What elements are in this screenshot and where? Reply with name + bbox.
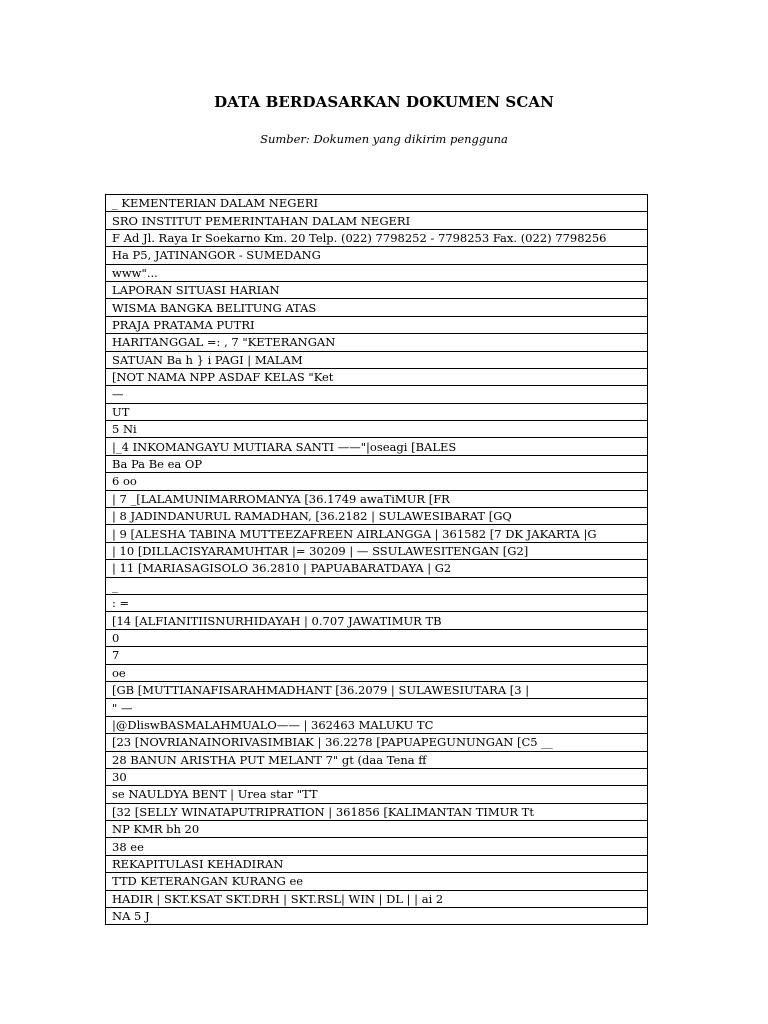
table-cell: 30 — [106, 768, 648, 785]
table-cell: F Ad Jl. Raya Ir Soekarno Km. 20 Telp. (022) 7798252 - 7798253 Fax. (022) 7798256 — [106, 229, 648, 246]
table-row — [106, 821, 648, 838]
table-cell: _ KEMENTERIAN DALAM NEGERI — [106, 195, 648, 212]
table-cell: SATUAN Ba h } i PAGI | MALAM — [106, 351, 648, 368]
table-cell: www"... — [106, 264, 648, 281]
table-row — [106, 403, 648, 420]
table-row — [106, 212, 648, 229]
table-row — [106, 386, 648, 403]
table-cell: Ha P5, JATINANGOR - SUMEDANG — [106, 247, 648, 264]
table-cell: HADIR | SKT.KSAT SKT.DRH | SKT.RSL| WIN | DL | | ai 2 — [106, 890, 648, 907]
table-cell: [14 [ALFIANITIISNURHIDAYAH | 0.707 JAWATIMUR TB — [106, 612, 648, 629]
table-row — [106, 490, 648, 507]
document-title: DATA BERDASARKAN DOKUMEN SCAN — [214, 93, 554, 111]
table-row — [106, 734, 648, 751]
table-cell: 6 oo — [106, 473, 648, 490]
table-row — [106, 768, 648, 785]
table-row — [106, 577, 648, 594]
scan-data-table-body — [106, 195, 648, 925]
table-cell: NP KMR bh 20 — [106, 821, 648, 838]
table-row — [106, 629, 648, 646]
table-cell: TTD KETERANGAN KURANG ee — [106, 873, 648, 890]
table-cell: : = — [106, 594, 648, 611]
table-row — [106, 334, 648, 351]
table-row — [106, 594, 648, 611]
table-cell: PRAJA PRATAMA PUTRI — [106, 316, 648, 333]
table-row — [106, 716, 648, 733]
table-cell: | 7 _[LALAMUNIMARROMANYA [36.1749 awaTiMUR [FR — [106, 490, 648, 507]
table-row — [106, 351, 648, 368]
table-cell: | 9 [ALESHA TABINA MUTTEEZAFREEN AIRLANGGA | 361582 [7 DK JAKARTA |G — [106, 525, 648, 542]
table-cell: 0 — [106, 629, 648, 646]
table-row — [106, 560, 648, 577]
table-row — [106, 195, 648, 212]
table-cell: _ — [106, 577, 648, 594]
table-cell: — — [106, 386, 648, 403]
table-cell: NA 5 J — [106, 908, 648, 925]
table-row — [106, 890, 648, 907]
table-cell: oe — [106, 664, 648, 681]
table-row — [106, 803, 648, 820]
table-row — [106, 368, 648, 385]
table-cell: |@DliswBASMALAHMUALO—— | 362463 MALUKU TC — [106, 716, 648, 733]
table-row — [106, 229, 648, 246]
table-row — [106, 751, 648, 768]
table-row — [106, 316, 648, 333]
document-subtitle: Sumber: Dokumen yang dikirim pengguna — [260, 132, 508, 146]
table-row — [106, 473, 648, 490]
table-row — [106, 838, 648, 855]
table-cell: [NOT NAMA NPP ASDAF KELAS "Ket — [106, 368, 648, 385]
table-row — [106, 699, 648, 716]
table-row — [106, 647, 648, 664]
table-cell: [32 [SELLY WINATAPUTRIPRATION | 361856 [KALIMANTAN TIMUR Tt — [106, 803, 648, 820]
table-row — [106, 908, 648, 925]
table-row — [106, 455, 648, 472]
table-cell: [23 [NOVRIANAINORIVASIMBIAK | 36.2278 [PAPUAPEGUNUNGAN [C5 __ — [106, 734, 648, 751]
table-row — [106, 542, 648, 559]
table-row — [106, 873, 648, 890]
table-row — [106, 525, 648, 542]
table-cell: Ba Pa Be ea OP — [106, 455, 648, 472]
table-cell: se NAULDYA BENT | Urea star "TT — [106, 786, 648, 803]
table-cell: | 11 [MARIASAGISOLO 36.2810 | PAPUABARATDAYA | G2 — [106, 560, 648, 577]
table-cell: | 8 JADINDANURUL RAMADHAN, [36.2182 | SULAWESIBARAT [GQ — [106, 508, 648, 525]
table-cell: [GB [MUTTIANAFISARAHMADHANT [36.2079 | SULAWESIUTARA [3 | — [106, 681, 648, 698]
table-cell: 28 BANUN ARISTHA PUT MELANT 7" gt (daa Tena ff — [106, 751, 648, 768]
table-row — [106, 264, 648, 281]
table-row — [106, 438, 648, 455]
table-cell: LAPORAN SITUASI HARIAN — [106, 281, 648, 298]
table-cell: REKAPITULASI KEHADIRAN — [106, 855, 648, 872]
table-row — [106, 786, 648, 803]
table-row — [106, 299, 648, 316]
table-row — [106, 664, 648, 681]
table-cell: 7 — [106, 647, 648, 664]
table-cell: SRO INSTITUT PEMERINTAHAN DALAM NEGERI — [106, 212, 648, 229]
table-row — [106, 247, 648, 264]
table-cell: UT — [106, 403, 648, 420]
table-cell: HARITANGGAL =: , 7 "KETERANGAN — [106, 334, 648, 351]
table-row — [106, 508, 648, 525]
table-row — [106, 281, 648, 298]
table-cell: WISMA BANGKA BELITUNG ATAS — [106, 299, 648, 316]
table-cell: | 10 [DILLACISYARAMUHTAR |= 30209 | — SSULAWESITENGAN [G2] — [106, 542, 648, 559]
table-cell: |_4 INKOMANGAYU MUTIARA SANTI ——"|oseagi [BALES — [106, 438, 648, 455]
scan-data-table — [105, 194, 648, 925]
table-row — [106, 612, 648, 629]
table-row — [106, 421, 648, 438]
table-row — [106, 681, 648, 698]
table-row — [106, 855, 648, 872]
table-cell: 5 Ni — [106, 421, 648, 438]
table-cell: 38 ee — [106, 838, 648, 855]
table-cell: " — — [106, 699, 648, 716]
